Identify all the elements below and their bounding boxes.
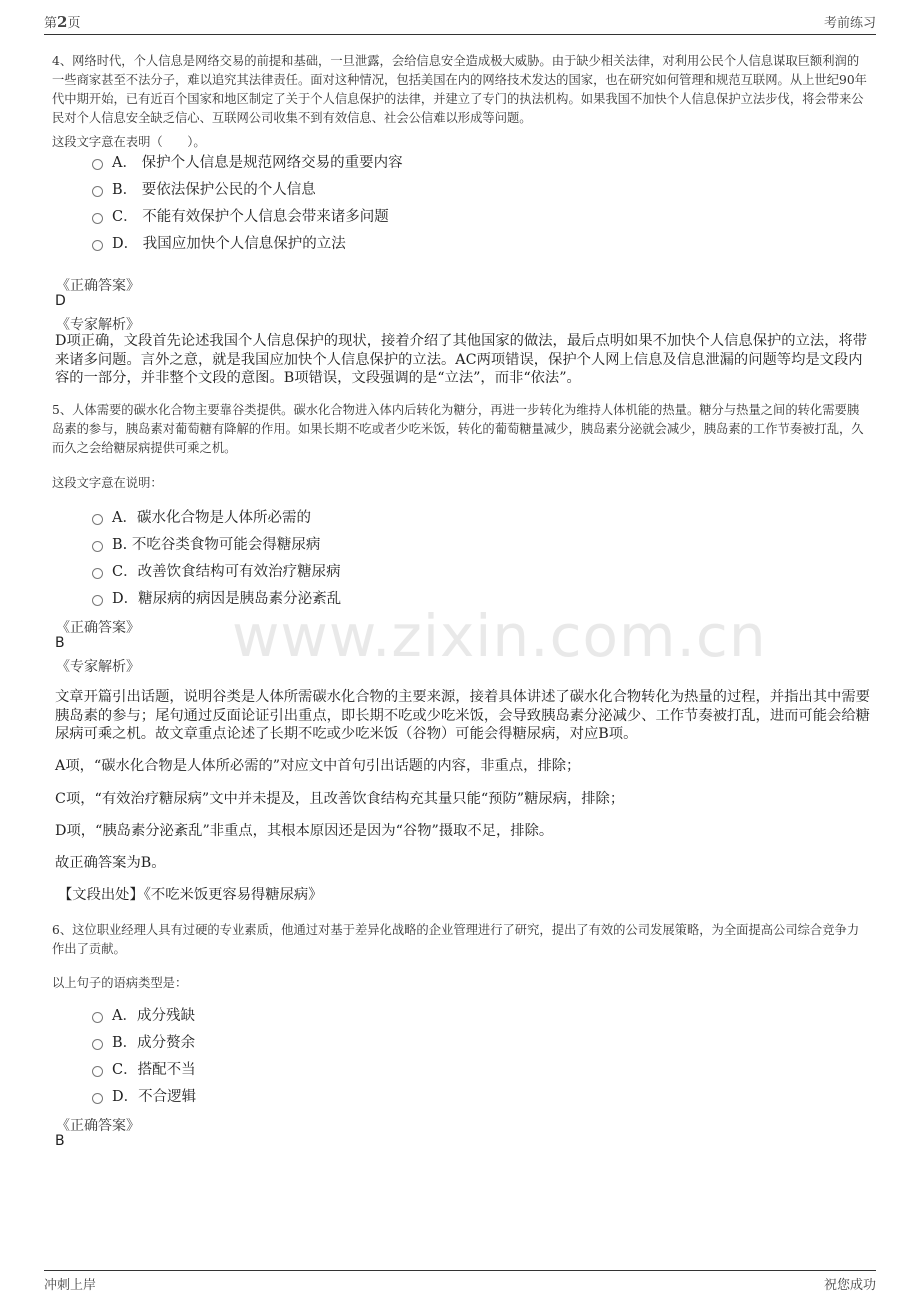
option-b[interactable]: B. 不吃谷类食物可能会得糖尿病 [92,530,341,557]
footer-left: 冲刺上岸 [44,1278,97,1293]
radio-icon[interactable] [92,514,103,525]
question-5-analysis-p5: 故正确答案为B。 [55,855,166,871]
question-4-analysis-label: 《专家解析》 [56,317,140,333]
question-5-analysis-p4: D项，“胰岛素分泌紊乱”非重点，其根本原因还是因为“谷物”摄取不足，排除。 [55,823,554,839]
option-a[interactable]: A．碳水化合物是人体所必需的 [92,503,341,530]
question-4-stem: 这段文字意在表明（ ）。 [52,135,206,149]
radio-icon[interactable] [92,240,103,251]
option-d[interactable]: D．糖尿病的病因是胰岛素分泌紊乱 [92,584,341,611]
question-5-options [92,503,341,611]
radio-icon[interactable] [92,568,103,579]
question-5-analysis-label: 《专家解析》 [56,659,140,675]
question-5-analysis-p1: 文章开篇引出话题，说明谷类是人体所需碳水化合物的主要来源，接着具体讲述了碳水化合物转化为热量的过程，并指出其中需要胰岛素的参与；尾句通过反面论证引出重点，即长期不吃或少吃米饭，会导致胰岛素分泌减少、工作节奏被打乱，进而可能会给糖尿病可乘之机。故文章重点论述了长期不吃或少吃米饭（谷物）可能会得糖尿病，对应B项。 [55,689,870,742]
question-4-answer: D [55,293,66,309]
radio-icon[interactable] [92,541,103,552]
header-title: 考前练习 [823,16,876,31]
radio-icon[interactable] [92,1039,103,1050]
option-c[interactable]: C．改善饮食结构可有效治疗糖尿病 [92,557,341,584]
radio-icon[interactable] [92,213,103,224]
page-footer [44,1270,876,1293]
page-number: 第2页 [44,13,81,31]
option-a[interactable]: A． 保护个人信息是规范网络交易的重要内容 [92,148,403,175]
question-5-answer: B [55,635,65,651]
page-header [44,12,876,35]
watermark: www.zixin.com.cn [232,602,767,670]
question-6-stem: 以上句子的语病类型是： [52,976,188,990]
question-4-options [92,148,403,256]
radio-icon[interactable] [92,1093,103,1104]
question-5-analysis-p3: C项，“有效治疗糖尿病”文中并未提及，且改善饮食结构充其量只能“预防”糖尿病，排除； [55,791,625,807]
question-4-answer-label: 《正确答案》 [56,278,140,294]
radio-icon[interactable] [92,1066,103,1077]
option-c[interactable]: C． 不能有效保护个人信息会带来诸多问题 [92,202,403,229]
radio-icon[interactable] [92,595,103,606]
question-6-answer: B [55,1133,65,1149]
radio-icon[interactable] [92,186,103,197]
question-6-options [92,1001,196,1109]
option-b[interactable]: B． 要依法保护公民的个人信息 [92,175,403,202]
radio-icon[interactable] [92,159,103,170]
option-d[interactable]: D． 我国应加快个人信息保护的立法 [92,229,403,256]
option-b[interactable]: B．成分赘余 [92,1028,196,1055]
question-5-analysis-p2: A项，“碳水化合物是人体所必需的”对应文中首句引出话题的内容，非重点，排除； [55,758,581,774]
footer-right: 祝您成功 [823,1278,876,1293]
question-5-text: 5、人体需要的碳水化合物主要靠谷类提供。碳水化合物进入体内后转化为糖分，再进一步转化为维持人体机能的热量。糖分与热量之间的转化需要胰岛素的参与，胰岛素对葡萄糖有降解的作用。如果长期不吃或者少吃米饭，转化的葡萄糖量减少，胰岛素分泌就会减少，胰岛素的工作节奏被打乱，久而久之会给糖尿病提供可乘之机。 [52,403,864,455]
question-5-source: 【文段出处】《不吃米饭更容易得糖尿病》 [58,887,323,903]
question-4-analysis: D项正确，文段首先论述我国个人信息保护的现状，接着介绍了其他国家的做法，最后点明如果不加快个人信息保护的立法，将带来诸多问题。言外之意，就是我国应加快个人信息保护的立法。AC两项错误，保护个人网上信息及信息泄漏的问题等均是文段内容的一部分，并非整个文段的意图。B项错误，文段强调的是“立法”，而非“依法”。 [55,333,868,386]
question-5-answer-label: 《正确答案》 [56,620,140,636]
question-6-answer-label: 《正确答案》 [56,1118,140,1134]
radio-icon[interactable] [92,1012,103,1023]
question-4-text: 4、网络时代，个人信息是网络交易的前提和基础，一旦泄露，会给信息安全造成极大威胁。由于缺少相关法律，对利用公民个人信息谋取巨额利润的一些商家甚至不法分子，难以追究其法律责任。面对这种情况，包括美国在内的网络技术发达的国家，也在研究如何管理和规范互联网。从上世纪90年代中期开始，已有近百个国家和地区制定了关于个人信息保护的法律，并建立了专门的执法机构。如果我国不加快个人信息保护立法步伐，将会带来公民对个人信息安全缺乏信心、互联网公司收集不到有效信息、社会公信难以形成等问题。 [52,54,867,125]
option-a[interactable]: A．成分残缺 [92,1001,196,1028]
option-d[interactable]: D．不合逻辑 [92,1082,196,1109]
question-5-stem: 这段文字意在说明： [52,476,163,490]
option-c[interactable]: C．搭配不当 [92,1055,196,1082]
question-6-text: 6、这位职业经理人具有过硬的专业素质，他通过对基于差异化战略的企业管理进行了研究，提出了有效的公司发展策略，为全面提高公司综合竞争力作出了贡献。 [52,923,860,956]
